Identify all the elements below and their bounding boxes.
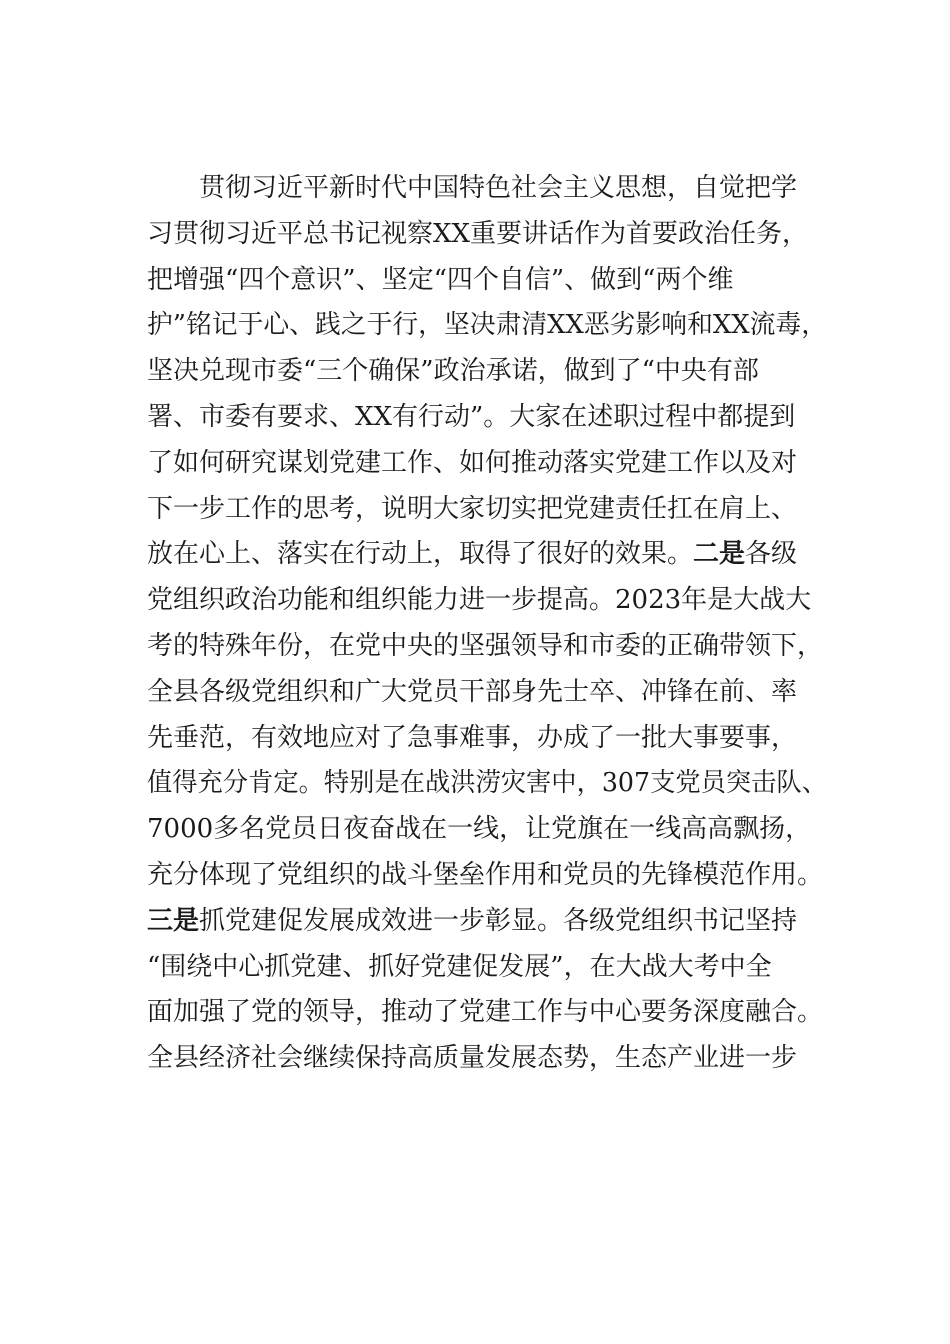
text-segment: 先垂范，有效地应对了急事难事，办成了一批大事要事， — [147, 722, 798, 753]
text-line — [147, 303, 827, 349]
text-line — [147, 716, 827, 762]
text-segment: 7000多名党员日夜奋战在一线，让党旗在一线高高飘扬， — [147, 814, 812, 845]
text-segment: 下一步工作的思考，说明大家切实把党建责任扛在肩上、 — [147, 493, 798, 524]
text-segment: 署、市委有要求、XX有行动”。大家在述职过程中都提到 — [147, 401, 796, 432]
bold-text-segment: 三是 — [147, 905, 200, 936]
text-line — [147, 624, 827, 670]
text-segment: 各级 — [745, 539, 798, 570]
text-line — [147, 532, 827, 578]
text-line — [147, 945, 827, 991]
text-line — [147, 761, 827, 807]
text-segment: 放在心上、落实在行动上，取得了很好的效果。 — [147, 539, 694, 570]
text-line — [147, 395, 827, 441]
text-line — [147, 990, 827, 1036]
text-line — [147, 578, 827, 624]
text-segment: 了如何研究谋划党建工作、如何推动落实党建工作以及对 — [147, 447, 798, 478]
text-segment: 党组织政治功能和组织能力进一步提高。2023年是大战大 — [147, 585, 812, 616]
text-segment: “围绕中心抓党建、抓好党建促发展”，在大战大考中全 — [147, 951, 772, 982]
text-line — [147, 258, 827, 304]
text-segment: 考的特殊年份，在党中央的坚强领导和市委的正确带领下， — [147, 630, 824, 661]
text-line — [147, 349, 827, 395]
text-line — [147, 487, 827, 533]
text-line — [147, 853, 827, 899]
bold-text-segment: 二是 — [693, 539, 746, 570]
text-line — [147, 441, 827, 487]
text-segment: 贯彻习近平新时代中国特色社会主义思想，自觉把学 — [199, 173, 798, 203]
text-segment: 护”铭记于心、践之于行，坚决肃清XX恶劣影响和XX流毒， — [147, 310, 827, 341]
text-segment: 把增强“四个意识”、坚定“四个自信”、做到“两个维 — [147, 264, 734, 295]
text-line — [147, 166, 827, 212]
text-segment: 抓党建促发展成效进一步彰显。各级党组织书记坚持 — [199, 905, 798, 936]
text-line — [147, 807, 827, 853]
text-segment: 值得充分肯定。特别是在战洪涝灾害中，307支党员突击队、 — [147, 768, 827, 799]
text-line — [147, 670, 827, 716]
text-segment: 充分体现了党组织的战斗堡垒作用和党员的先锋模范作用。 — [147, 859, 824, 890]
text-segment: 全县经济社会继续保持高质量发展态势，生态产业进一步 — [147, 1043, 798, 1074]
text-segment: 全县各级党组织和广大党员干部身先士卒、冲锋在前、率 — [147, 676, 798, 707]
text-segment: 习贯彻习近平总书记视察XX重要讲话作为首要政治任务， — [147, 218, 809, 249]
text-segment: 坚决兑现市委“三个确保”政治承诺，做到了“中央有部 — [147, 356, 759, 387]
text-line — [147, 1036, 827, 1082]
text-segment: 面加强了党的领导，推动了党建工作与中心要务深度融合。 — [147, 997, 824, 1028]
text-line — [147, 899, 827, 945]
body-text — [147, 166, 827, 1082]
text-line — [147, 212, 827, 258]
